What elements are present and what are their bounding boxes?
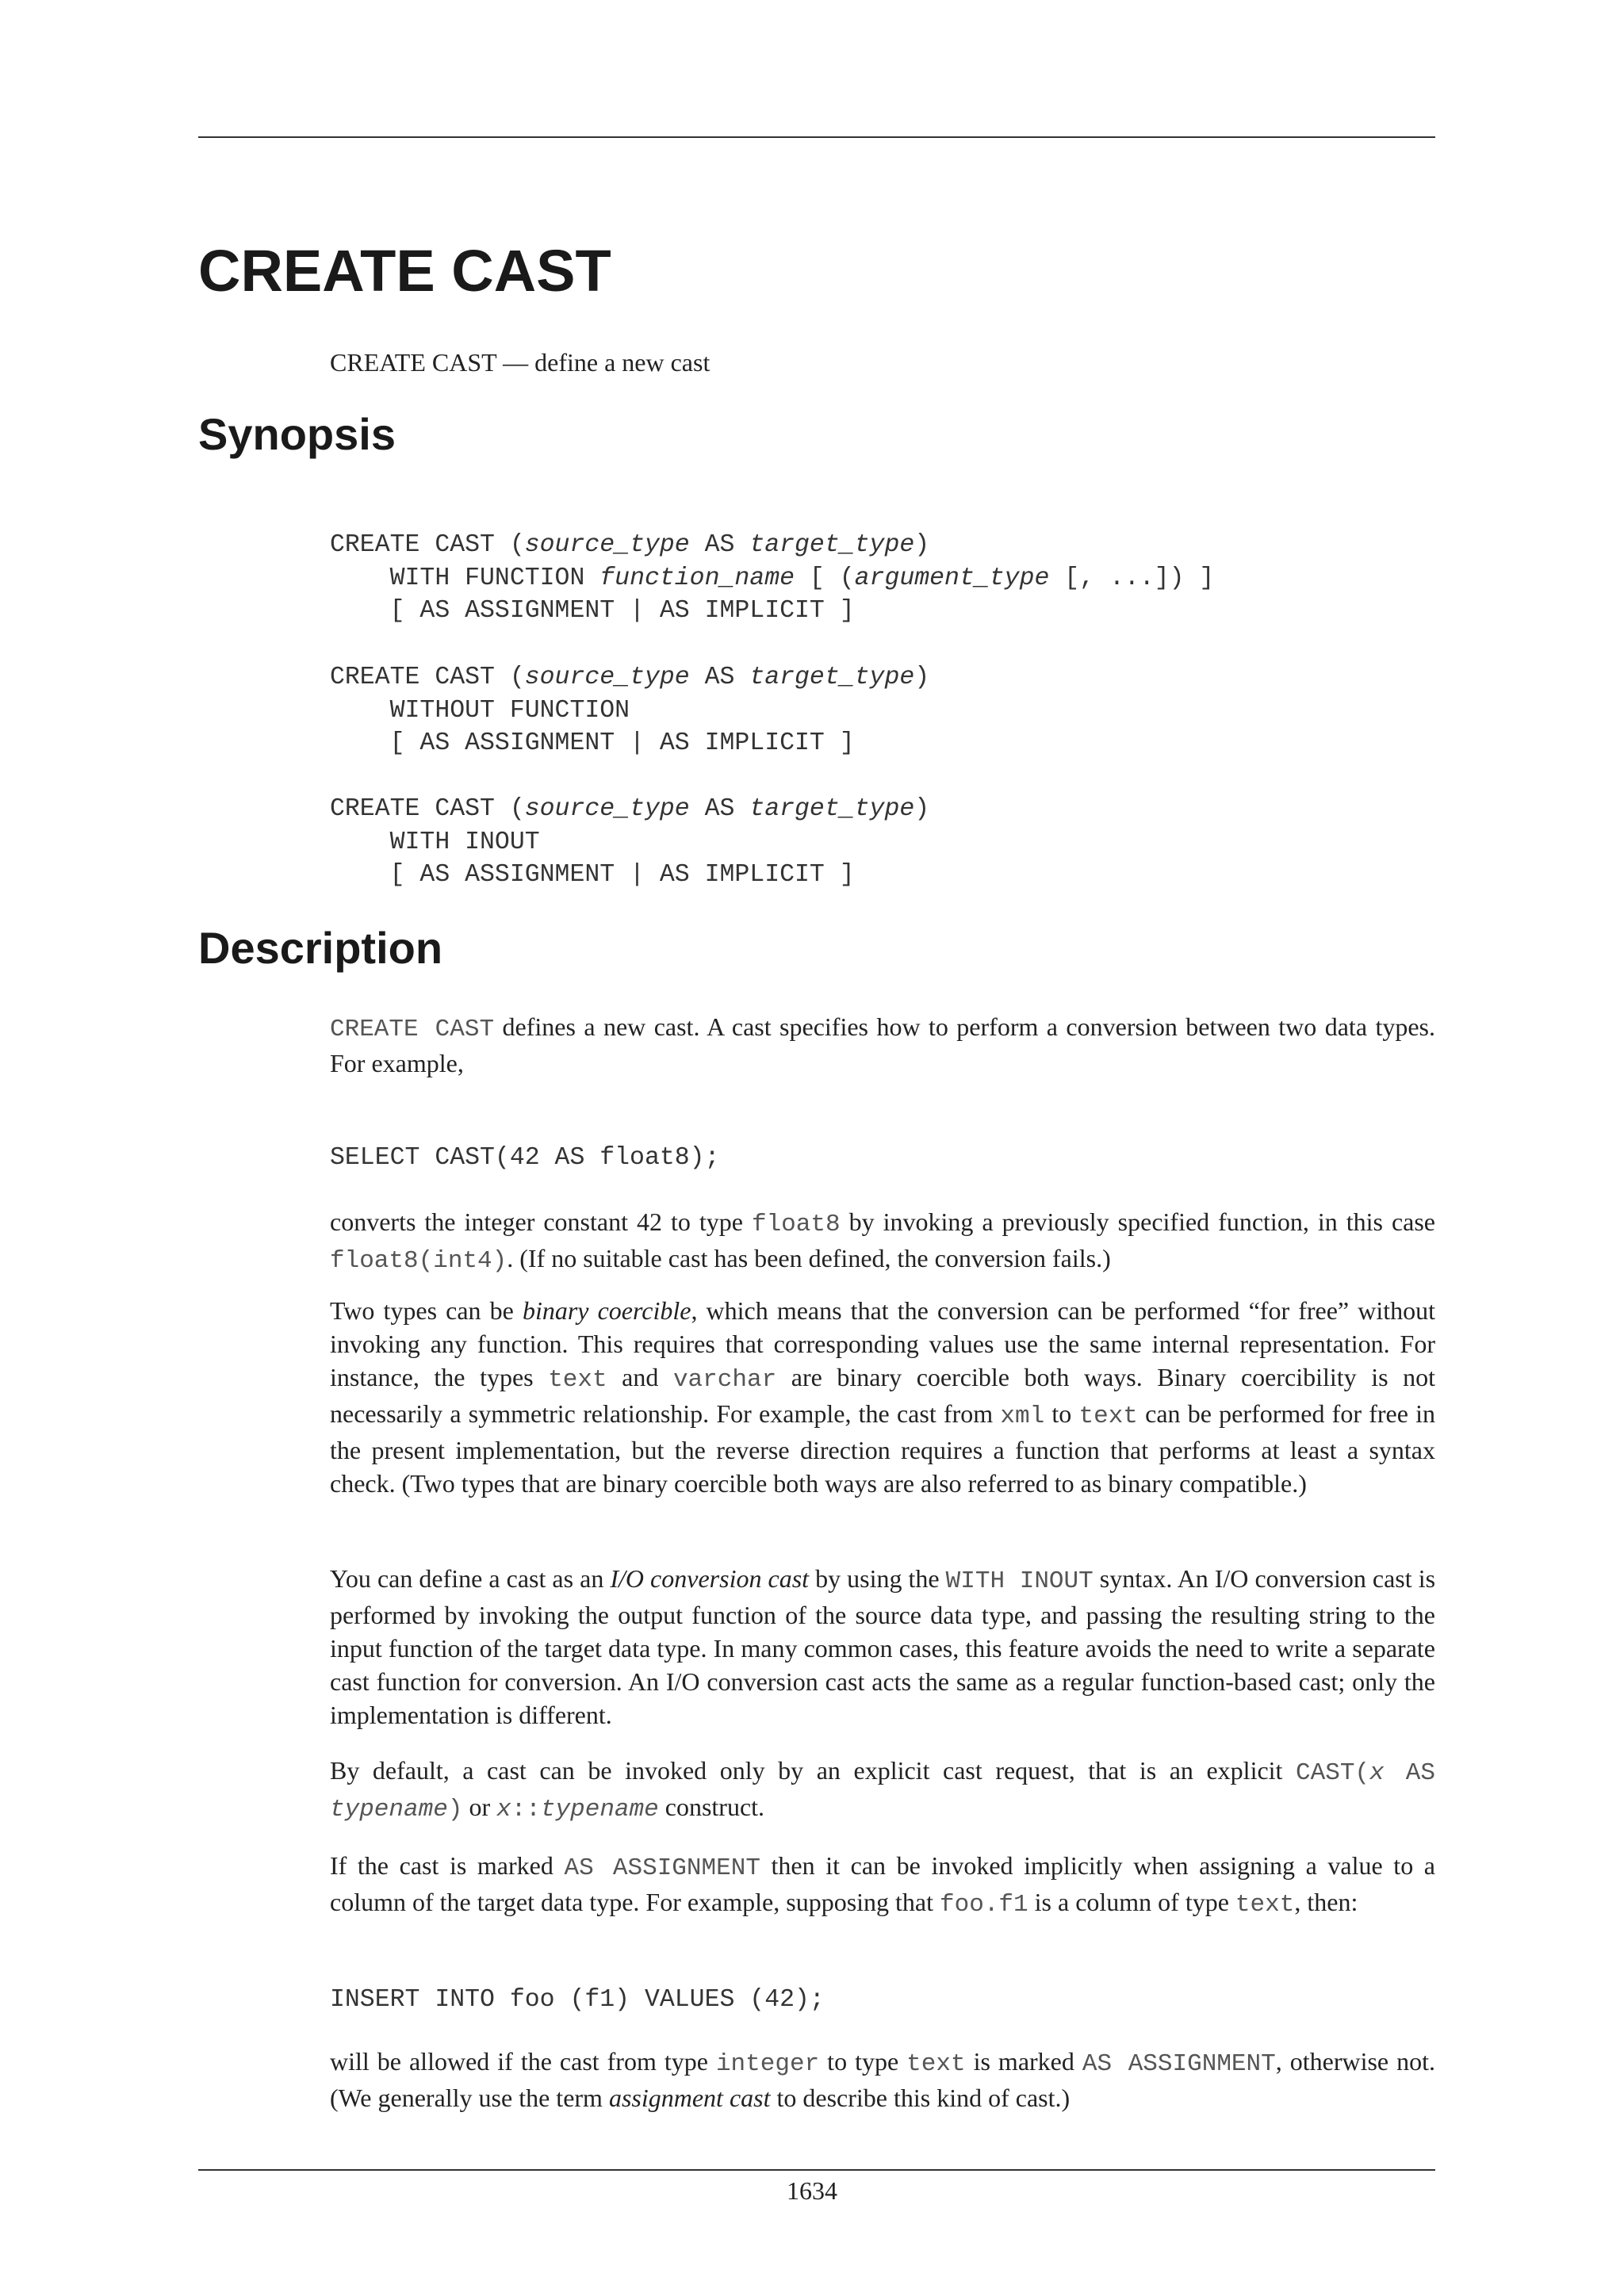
description-paragraph-1: CREATE CAST defines a new cast. A cast specifies how to perform a conversion between two data types. For example, <box>330 1012 1435 1077</box>
synopsis-heading: Synopsis <box>198 409 396 459</box>
description-paragraph-4: You can define a cast as an I/O conversion cast by using the WITH INOUT syntax. An I/O conversion cast is performed by invoking the output function of the source data type, and passing the resulting string to the input function of the target data type. In many common cases, this feature avoids the need to write a separate cast function for conversion. An I/O conversion cast acts the same as a regular function-based cast; only the implementation is different. <box>330 1564 1436 1729</box>
page-number: 1634 <box>787 2176 837 2205</box>
footer-rule <box>198 2169 1435 2171</box>
synopsis-code-block-1: CREATE CAST (source_type AS target_type) WITH FUNCTION function_name [ (argument_type [, ...]) ] [ AS ASSIGNMENT | AS IMPLICIT ] <box>330 531 1215 625</box>
example-select-cast: SELECT CAST(42 AS float8); <box>330 1144 720 1172</box>
synopsis-code-block-2: CREATE CAST (source_type AS target_type) WITHOUT FUNCTION [ AS ASSIGNMENT | AS IMPLICIT ] <box>330 664 930 757</box>
description-paragraph-6: If the cast is marked AS ASSIGNMENT then it can be invoked implicitly when assigning a value to a column of the target data type. For example, supposing that foo.f1 is a column of type text, then: <box>330 1851 1436 1919</box>
description-heading: Description <box>198 923 443 973</box>
description-paragraph-2: converts the integer constant 42 to type float8 by invoking a previously specified function, in this case float8(int4). (If no suitable cast has been defined, the conversion fails.) <box>330 1207 1435 1275</box>
synopsis-code-block-3: CREATE CAST (source_type AS target_type) WITH INOUT [ AS ASSIGNMENT | AS IMPLICIT ] <box>330 795 930 889</box>
example-insert-into: INSERT INTO foo (f1) VALUES (42); <box>330 1986 825 2014</box>
description-paragraph-5: By default, a cast can be invoked only by an explicit cast request, that is an explicit CAST(x AS typename) or x::typename construct. <box>330 1756 1436 1823</box>
header-rule <box>198 136 1435 138</box>
description-paragraph-3: Two types can be binary coercible, which means that the conversion can be performed “for free” without invoking any function. This requires that corresponding values use the same internal representation. For instance, the types text and varchar are binary coercible both ways. Binary coercibility is not necessarily a symmetric relationship. For example, the cast from xml to text can be performed for free in the present implementation, but the reverse direction requires a function that performs at least a syntax check. (Two types that are binary coercible both ways are also referred to as binary compatible.) <box>330 1296 1436 1498</box>
refpurpose: CREATE CAST — define a new cast <box>330 348 710 377</box>
page-title: CREATE CAST <box>198 238 611 304</box>
description-paragraph-7: will be allowed if the cast from type integer to type text is marked AS ASSIGNMENT, otherwise not. (We generally use the term assignment cast to describe this kind of cast.) <box>330 2047 1436 2112</box>
